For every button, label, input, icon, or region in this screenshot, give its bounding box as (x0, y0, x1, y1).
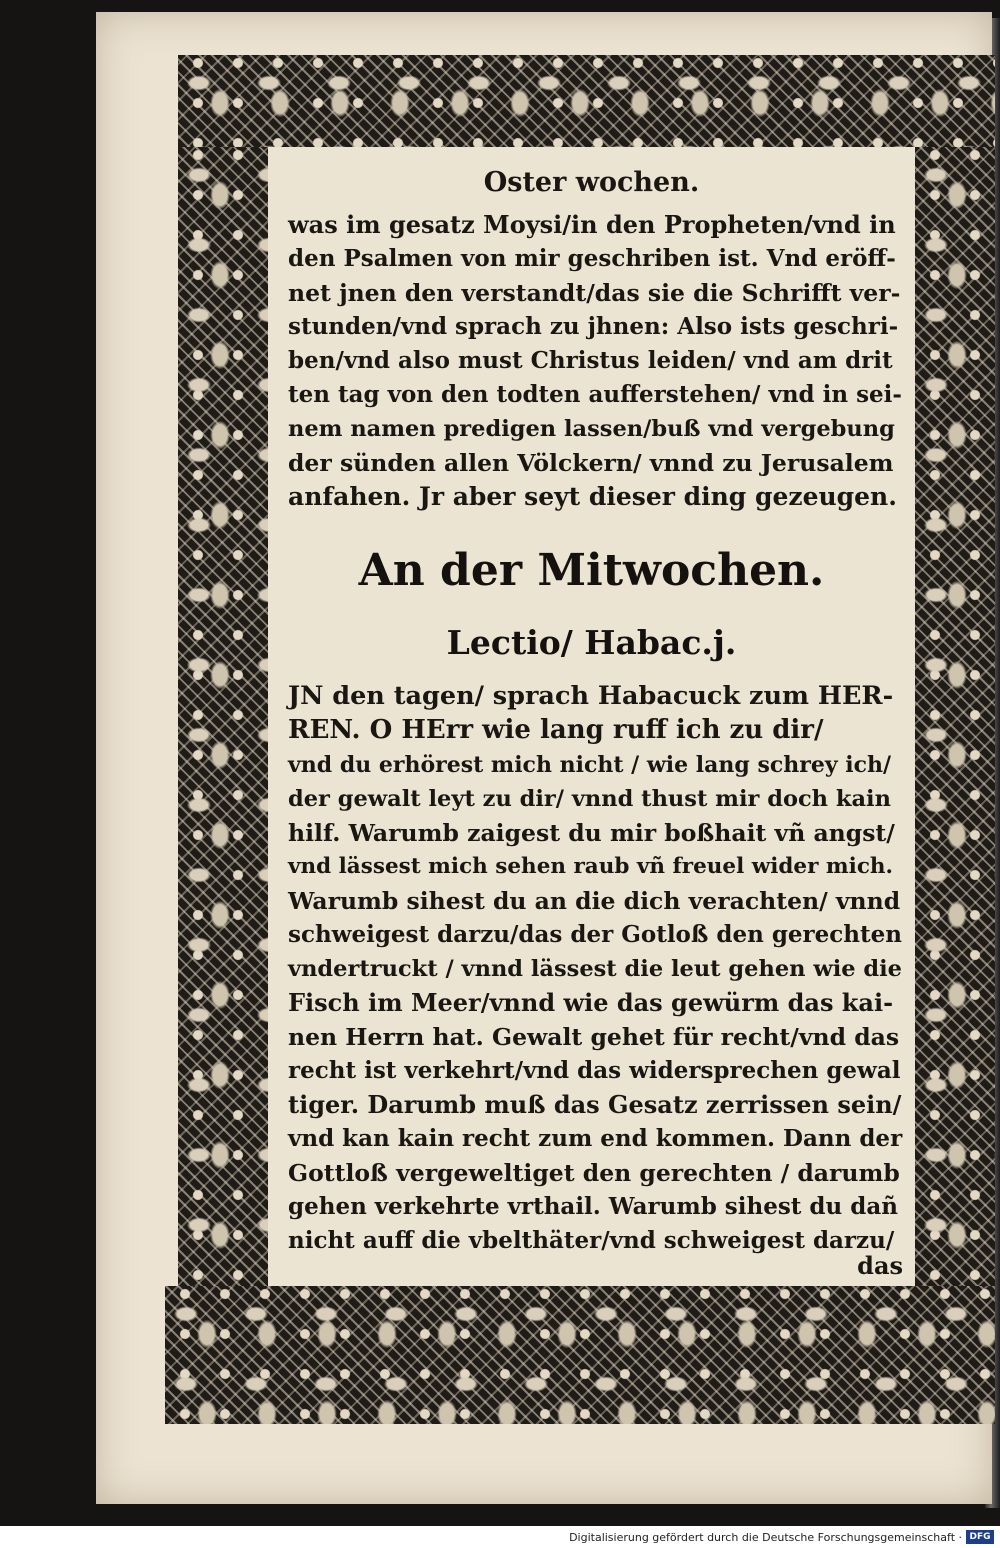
text-line: Fisch im Meer/vnnd wie das gewürm das kai- (288, 988, 894, 1017)
text-line: tiger. Darumb muß das Gesatz zerrissen sein/ (288, 1090, 902, 1119)
catchword: das (857, 1251, 903, 1280)
text-line: anfahen. Jr aber seyt dieser ding gezeugen. (288, 482, 897, 511)
text-line: REN. O HErr wie lang ruff ich zu dir/ (288, 715, 824, 745)
text-line: Warumb sihest du an die dich verachten/ vnnd (288, 887, 901, 915)
digitization-footer (0, 1526, 1000, 1548)
text-line: vnd du erhörest mich nicht / wie lang schrey ich/ (288, 752, 892, 778)
woodcut-border-right (915, 147, 995, 1286)
text-line: ben/vnd also must Christus leiden/ vnd am drit (288, 347, 893, 374)
woodcut-border-top (178, 55, 995, 147)
text-line: hilf. Warumb zaigest du mir boßhait vñ angst/ (288, 819, 895, 847)
woodcut-border-left (178, 147, 268, 1286)
text-line: nicht auff die vbelthäter/vnd schweigest darzu/ (288, 1227, 895, 1254)
text-block (268, 147, 915, 1286)
text-line: vnd kan kain recht zum end kommen. Dann der (288, 1125, 903, 1152)
text-line: der gewalt leyt zu dir/ vnnd thust mir doch kain (288, 786, 891, 812)
text-line: was im gesatz Moysi/in den Propheten/vnd in (288, 210, 896, 239)
text-line: vnd lässest mich sehen raub vñ freuel wider mich. (288, 854, 894, 879)
text-line: Gottloß vergeweltiget den gerechten / darumb (288, 1159, 900, 1187)
text-line: nem namen predigen lassen/buß vnd vergebung (288, 416, 895, 442)
text-line: den Psalmen von mir geschriben ist. Vnd eröff- (288, 245, 896, 272)
text-line: schweigest darzu/das der Gotloß den gerechten (288, 921, 902, 948)
text-line: recht ist verkehrt/vnd das widersprechen gewal (288, 1057, 901, 1084)
text-line: gehen verkehrte vrthail. Warumb sihest du dañ (288, 1193, 898, 1220)
footer-credit: Digitalisierung gefördert durch die Deutsche Forschungsgemeinschaft · (569, 1531, 962, 1544)
running-head: Oster wochen. (483, 167, 700, 198)
lection-reference: Lectio/ Habac.j. (446, 623, 737, 662)
text-line: vndertruckt / vnnd lässest die leut gehen wie die (288, 956, 902, 982)
woodcut-border-bottom (165, 1286, 995, 1424)
text-line: net jnen den verstandt/das sie die Schrifft ver- (288, 279, 901, 307)
text-line: der sünden allen Völckern/ vnnd zu Jerusalem (288, 449, 894, 477)
section-heading: An der Mitwochen. (358, 545, 825, 596)
text-line: nen Herrn hat. Gewalt gehet für recht/vnd das (288, 1023, 900, 1051)
text-line: JN den tagen/ sprach Habacuck zum HER- (288, 681, 894, 711)
dfg-logo-icon: DFG (966, 1530, 994, 1544)
text-line: ten tag von den todten aufferstehen/ vnd in sei- (288, 381, 902, 408)
text-line: stunden/vnd sprach zu jhnen: Also ists geschri- (288, 313, 899, 340)
